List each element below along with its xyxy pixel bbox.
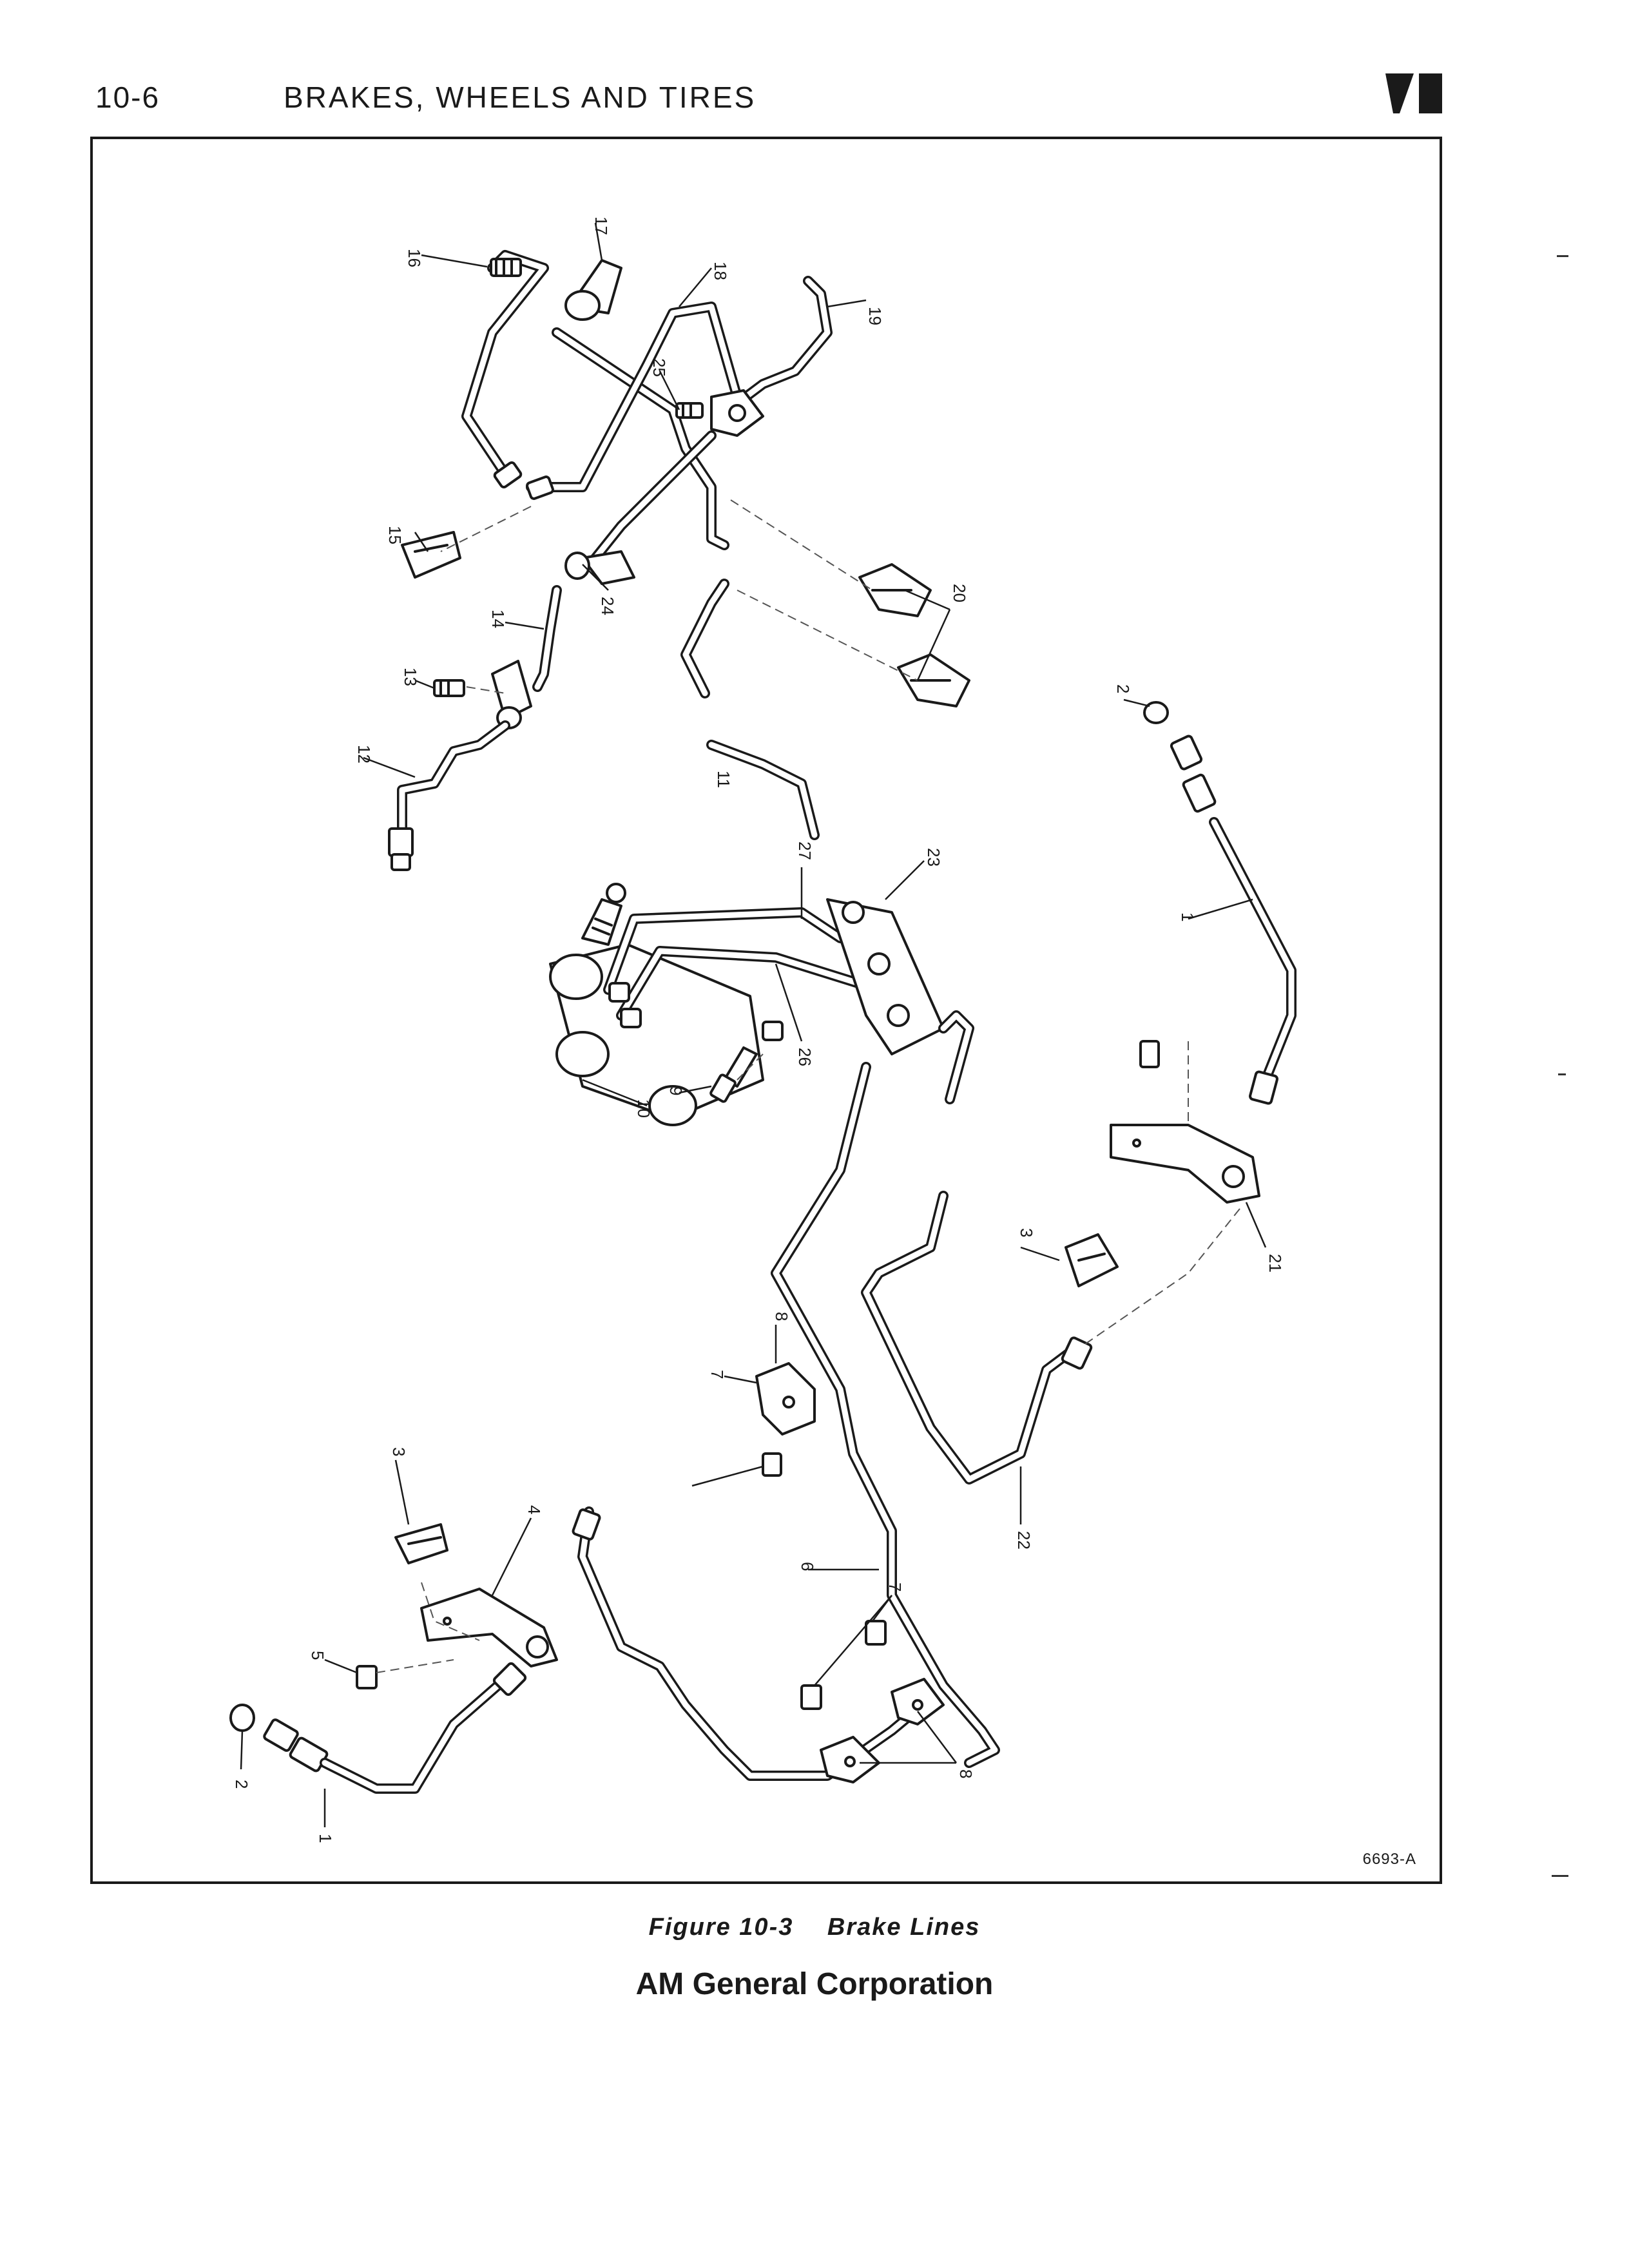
callout-3-upper: 3 [1017, 1228, 1036, 1238]
callout-19: 19 [865, 307, 885, 325]
callout-22: 22 [1014, 1531, 1034, 1550]
bracket-8-lower-a [892, 1679, 943, 1724]
callout-20: 20 [950, 584, 969, 602]
brake-line-11 [686, 584, 815, 835]
brake-line-24-tube [595, 436, 711, 558]
bolt-7-lower-a [866, 1621, 885, 1644]
figure-title: Brake Lines [827, 1914, 981, 1941]
margin-tick-1 [1557, 255, 1568, 257]
callout-3-lower: 3 [389, 1447, 409, 1457]
figure-code: 6693-A [1362, 1850, 1416, 1868]
page-number: 10-6 [95, 81, 160, 114]
clip-3-upper [1066, 1235, 1117, 1286]
callout-8-lower: 8 [956, 1769, 976, 1779]
callout-16: 16 [405, 249, 424, 267]
clamp-24 [566, 552, 634, 584]
callout-1-lower: 1 [316, 1834, 335, 1843]
callout-11: 11 [714, 771, 733, 788]
callout-21: 21 [1266, 1254, 1285, 1273]
clip-20-a [860, 564, 930, 616]
brake-line-from-block [943, 1015, 969, 1099]
bolt-7-upper [763, 1454, 781, 1475]
clip-15 [402, 532, 460, 577]
figure-frame [90, 137, 1442, 1884]
margin-tick-2 [1558, 1073, 1566, 1075]
callout-9: 9 [666, 1086, 686, 1096]
bolt-16 [491, 259, 521, 276]
bracket-21 [1111, 1125, 1259, 1202]
callout-13: 13 [401, 668, 420, 686]
publisher-footer: AM General Corporation [635, 1967, 994, 2001]
bolt-5 [357, 1666, 376, 1688]
callout-4: 4 [525, 1505, 544, 1515]
callout-10: 10 [634, 1099, 653, 1118]
callout-12: 12 [354, 745, 374, 764]
callout-8-upper: 8 [772, 1312, 791, 1321]
tee-fitting-25 [711, 390, 763, 436]
callout-23: 23 [924, 848, 943, 867]
clip-20-b [898, 655, 969, 706]
callout-17: 17 [592, 216, 611, 235]
callout-labels [232, 216, 1285, 1843]
callout-27: 27 [795, 841, 815, 860]
clamp-12 [492, 661, 531, 728]
clip-17 [566, 260, 621, 320]
clip-3-lower [396, 1524, 447, 1563]
bolt-7-lower-b [802, 1686, 821, 1709]
callout-2-lower: 2 [232, 1780, 251, 1789]
callout-25: 25 [650, 358, 669, 377]
brake-line-14 [537, 590, 557, 687]
section-title: BRAKES, WHEELS AND TIRES [284, 81, 757, 114]
callout-18: 18 [711, 262, 730, 280]
callout-24: 24 [598, 597, 617, 615]
brake-hose-1-lower [263, 1662, 526, 1789]
callout-26: 26 [795, 1048, 815, 1066]
callout-1-upper: 1 [1178, 912, 1197, 922]
callout-5: 5 [308, 1651, 327, 1660]
figure-label: Figure 10-3 [648, 1914, 794, 1941]
brake-line-16-tube [467, 255, 544, 474]
bracket-4 [421, 1589, 557, 1666]
margin-tick-3 [1552, 1875, 1568, 1877]
brake-lines-diagram [93, 139, 1440, 1881]
callout-6: 6 [798, 1562, 817, 1571]
am-general-logo-icon [1385, 71, 1445, 115]
bolt-21 [1141, 1041, 1159, 1067]
figure-caption [0, 1914, 1629, 1941]
brake-line-22 [866, 1196, 1092, 1479]
bracket-8-upper [757, 1363, 815, 1434]
callout-14: 14 [488, 610, 508, 628]
nut-2-lower [231, 1705, 254, 1731]
bolt-13 [434, 680, 464, 696]
tube-fitting-nut-left [494, 461, 554, 499]
brake-line-12 [389, 726, 505, 870]
brake-line-19 [737, 281, 827, 403]
callout-7-lower: 7 [885, 1582, 905, 1592]
bolt-25 [677, 403, 702, 418]
callout-2-upper: 2 [1113, 684, 1133, 694]
callout-7-upper: 7 [708, 1370, 727, 1379]
callout-15: 15 [385, 526, 405, 544]
